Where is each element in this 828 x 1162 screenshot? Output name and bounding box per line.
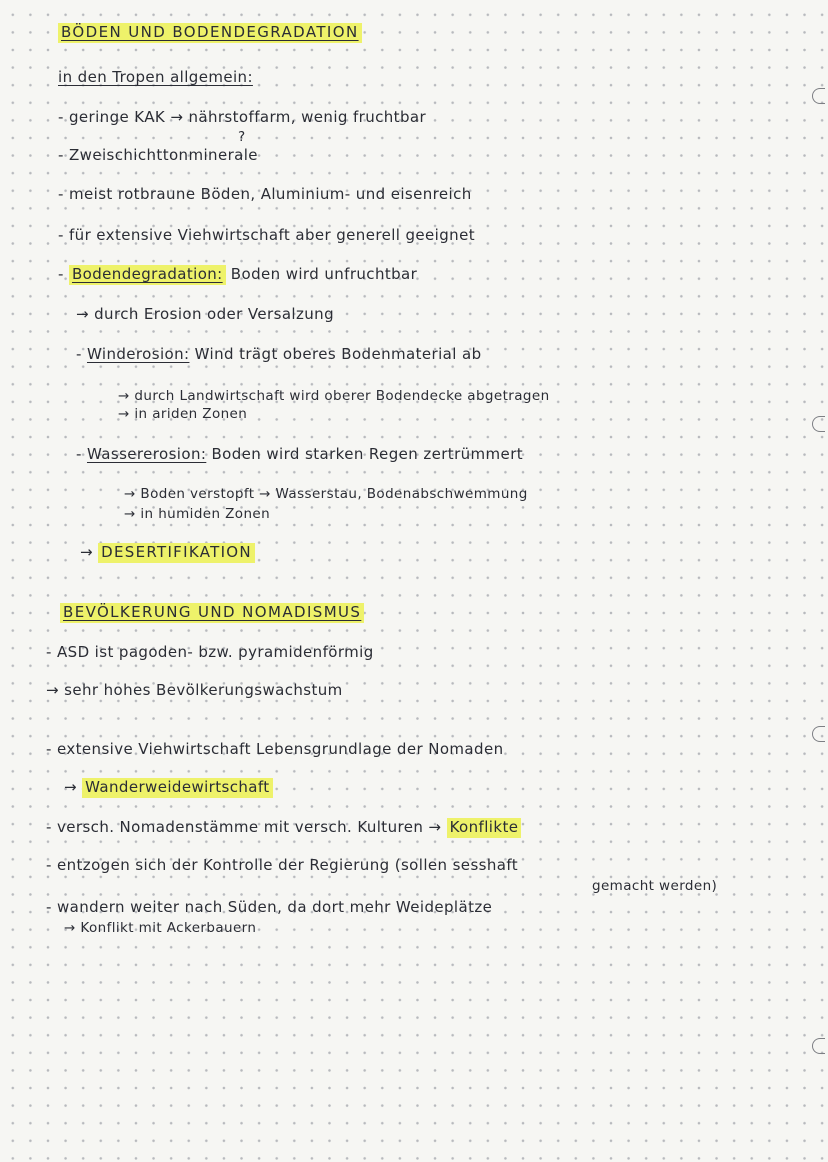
konflikte-pre: - versch. Nomadenstämme mit versch. Kulturen → (46, 818, 447, 836)
punch-hole-upper-middle (812, 416, 825, 432)
term-winderosion: Winderosion: (86, 345, 190, 363)
note-line-wasser-sub1: → Boden verstopft → Wasserstau, Bodenabschwemmung (124, 486, 528, 502)
dash: - (76, 345, 87, 363)
dash: - (58, 265, 69, 283)
term-desertifikation: DESERTIFIKATION (98, 543, 255, 563)
note-line-nomaden: - extensive Viehwirtschaft Lebensgrundlage der Nomaden (46, 740, 504, 758)
note-line-bodendegradation (58, 265, 417, 283)
heading-highlight: BÖDEN UND BODENDEGRADATION (58, 23, 362, 43)
heading-highlight: BEVÖLKERUNG UND NOMADISMUS (60, 603, 364, 623)
note-line-boeden-farbe: - meist rotbraune Böden, Aluminium- und eisenreich (58, 185, 472, 203)
term-wassererosion: Wassererosion: (86, 445, 207, 463)
note-line-kak: - geringe KAK → nährstoffarm, wenig fruchtbar (58, 108, 427, 126)
term-bodendegradation: Bodendegradation: (69, 265, 226, 285)
subheading-tropen (58, 68, 253, 86)
note-line-konflikte (46, 818, 521, 836)
note-line-ursache: → durch Erosion oder Versalzung (76, 305, 334, 323)
note-line-wind-sub1: → durch Landwirtschaft wird oberer Bodendecke abgetragen (118, 388, 550, 404)
note-line-regierung-cont: gemacht werden) (592, 878, 718, 894)
punch-hole-bottom (812, 1038, 825, 1054)
note-line-wasser-sub2: → in humiden Zonen (124, 506, 271, 522)
note-line-tonminerale: - Zweischichttonminerale (58, 146, 258, 164)
dash: - (76, 445, 87, 463)
note-line-regierung: - entzogen sich der Kontrolle der Regierung (sollen sesshaft (46, 856, 519, 874)
wassererosion-text: Boden wird starken Regen zertrümmert (206, 445, 524, 463)
note-line-ackerbauern: → Konflikt mit Ackerbauern (64, 920, 257, 936)
note-line-viehwirtschaft: - für extensive Viehwirtschaft aber generell geeignet (58, 226, 475, 244)
wander-arrow: → (64, 778, 83, 796)
winderosion-text: Wind trägt oberes Bodenmaterial ab (189, 345, 482, 363)
section-heading-bevoelkerung (60, 603, 364, 621)
note-line-desertifikation (80, 543, 255, 561)
note-line-sueden: - wandern weiter nach Süden, da dort mehr Weideplätze (46, 898, 493, 916)
punch-hole-lower-middle (812, 726, 825, 742)
term-wanderweidewirtschaft: Wanderweidewirtschaft (82, 778, 272, 798)
result-arrow: → (80, 543, 99, 561)
note-line-wassererosion (76, 445, 523, 463)
note-line-wanderweidewirtschaft (64, 778, 273, 796)
note-line-asd: - ASD ist pagoden- bzw. pyramidenförmig (46, 643, 374, 661)
term-konflikte: Konflikte (447, 818, 522, 838)
note-line-winderosion (76, 345, 482, 363)
note-line-wachstum: → sehr hohes Bevölkerungswachstum (46, 681, 343, 699)
section-heading-boeden (58, 23, 362, 41)
note-question-mark: ? (238, 129, 246, 145)
punch-hole-top (812, 88, 825, 104)
note-line-wind-sub2: → in ariden Zonen (118, 406, 248, 422)
subheading-text: in den Tropen allgemein: (58, 68, 253, 86)
degradation-text: Boden wird unfruchtbar (225, 265, 418, 283)
